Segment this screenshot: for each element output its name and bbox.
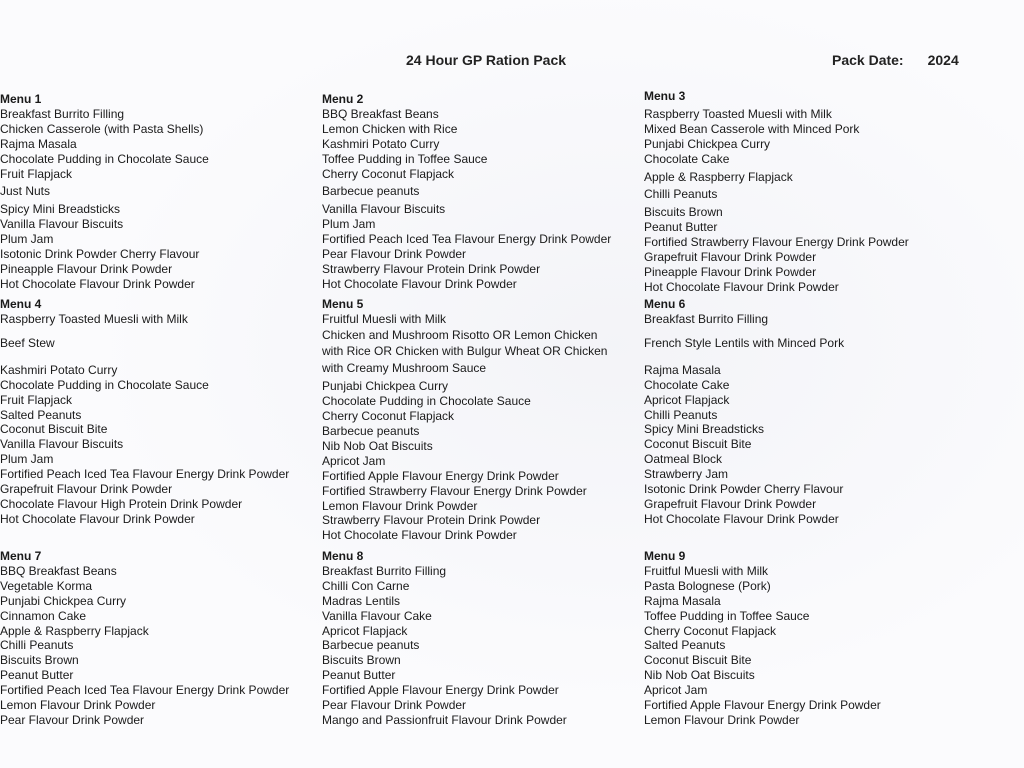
menu-item: Pineapple Flavour Drink Powder (0, 261, 173, 276)
menu-item: Chocolate Flavour High Protein Drink Powder (0, 496, 243, 511)
menu-item: Spicy Mini Breadsticks (0, 202, 121, 217)
menu-item: Lemon Chicken with Rice (322, 121, 458, 136)
menu-item: Grapefruit Flavour Drink Powder (644, 496, 817, 511)
menu-item: Chilli Con Carne (322, 578, 410, 593)
menu-item: Fruitful Muesli with Milk (322, 312, 447, 326)
menu-item: Chocolate Cake (644, 377, 730, 392)
menu-item: Biscuits Brown (0, 653, 79, 668)
menu-item: Pear Flavour Drink Powder (322, 247, 467, 262)
menu-item: Pasta Bolognese (Pork) (644, 578, 771, 593)
menu-item: Fortified Apple Flavour Energy Drink Powder (644, 698, 881, 713)
menu-item: Hot Chocolate Flavour Drink Powder (644, 511, 839, 526)
menu-title: Menu 7 (0, 549, 42, 563)
pack-date-label: Pack Date: (832, 52, 904, 68)
menu-item: Chilli Peanuts (0, 638, 74, 653)
menu-item: Raspberry Toasted Muesli with Milk (644, 107, 832, 121)
menu-item: Grapefruit Flavour Drink Powder (644, 250, 817, 265)
menu-item: Hot Chocolate Flavour Drink Powder (0, 276, 195, 291)
menu-item: Apricot Jam (644, 683, 708, 698)
menu-item: Mixed Bean Casserole with Minced Pork (644, 121, 860, 136)
menu-item: Isotonic Drink Powder Cherry Flavour (0, 247, 200, 262)
menu-item: Punjabi Chickpea Curry (0, 593, 127, 608)
menu-item: Hot Chocolate Flavour Drink Powder (644, 279, 839, 294)
menu-item: Rajma Masala (644, 593, 721, 608)
menu-8 (322, 549, 642, 728)
menu-item: Chocolate Pudding in Chocolate Sauce (0, 151, 209, 166)
menu-1 (0, 92, 320, 292)
pack-date-value: 2024 (927, 52, 959, 68)
menu-item: Punjabi Chickpea Curry (644, 136, 771, 151)
menu-item: Hot Chocolate Flavour Drink Powder (0, 511, 195, 526)
menu-item: Cherry Coconut Flapjack (322, 409, 455, 424)
menu-item: Cinnamon Cake (0, 608, 87, 623)
menu-item: French Style Lentils with Minced Pork (644, 335, 845, 350)
menu-item: Vanilla Flavour Cake (322, 608, 432, 623)
menu-item: Chocolate Pudding in Chocolate Sauce (322, 394, 531, 409)
menu-item: Plum Jam (0, 232, 54, 247)
menu-item: Hot Chocolate Flavour Drink Powder (322, 276, 517, 291)
menu-item: Peanut Butter (0, 668, 74, 683)
menu-item: Breakfast Burrito Filling (322, 564, 447, 578)
menu-item: Fortified Apple Flavour Energy Drink Powder (322, 468, 559, 483)
menu-item: Vegetable Korma (0, 578, 93, 593)
menu-item: Grapefruit Flavour Drink Powder (0, 482, 173, 497)
menu-item: Peanut Butter (322, 668, 396, 683)
menu-item: Apricot Jam (322, 453, 386, 468)
menu-item: Fortified Peach Iced Tea Flavour Energy Drink Powder (0, 467, 290, 482)
menu-item: BBQ Breakfast Beans (322, 107, 439, 121)
menu-item: Salted Peanuts (0, 407, 82, 422)
menu-item: Fortified Strawberry Flavour Energy Drink Powder (644, 235, 909, 250)
menu-title: Menu 5 (322, 297, 364, 311)
menu-item: Fruit Flapjack (0, 166, 73, 181)
menu-6 (644, 297, 964, 527)
menu-item: Fortified Peach Iced Tea Flavour Energy Drink Powder (0, 683, 290, 698)
menu-item: Raspberry Toasted Muesli with Milk (0, 312, 188, 326)
menu-item: Breakfast Burrito Filling (0, 107, 125, 121)
menu-item: Toffee Pudding in Toffee Sauce (322, 151, 488, 166)
page-title: 24 Hour GP Ration Pack (406, 52, 567, 68)
menu-item: Barbecue peanuts (322, 424, 420, 439)
menu-item: Fortified Strawberry Flavour Energy Drink Powder (322, 483, 587, 498)
menu-title: Menu 4 (0, 297, 42, 311)
menu-item: Rajma Masala (644, 362, 721, 377)
menu-item: Cherry Coconut Flapjack (322, 166, 455, 181)
menu-item: Barbecue peanuts (322, 184, 420, 199)
menu-item: Peanut Butter (644, 220, 718, 235)
menu-item: Chilli Peanuts (644, 187, 718, 202)
menu-item: Toffee Pudding in Toffee Sauce (644, 608, 810, 623)
menu-7 (0, 549, 320, 728)
menu-item: Fruit Flapjack (0, 392, 73, 407)
menu-item: Apricot Flapjack (322, 623, 408, 638)
menu-item: Rajma Masala (0, 136, 77, 151)
menu-item: Pear Flavour Drink Powder (322, 698, 467, 713)
menu-item: BBQ Breakfast Beans (0, 564, 117, 578)
menu-item: Apple & Raspberry Flapjack (644, 169, 793, 184)
menu-item: Kashmiri Potato Curry (322, 136, 440, 151)
menu-item: Pineapple Flavour Drink Powder (644, 264, 817, 279)
menu-9 (644, 549, 964, 728)
menu-item: Coconut Biscuit Bite (0, 422, 108, 437)
menu-title: Menu 1 (0, 92, 42, 106)
menu-item: Vanilla Flavour Biscuits (0, 437, 124, 452)
menu-2 (322, 92, 642, 292)
menu-item: Fortified Apple Flavour Energy Drink Powder (322, 683, 559, 698)
menu-title: Menu 2 (322, 92, 364, 106)
menu-item: Spicy Mini Breadsticks (644, 422, 765, 437)
menu-item: Chicken and Mushroom Risotto OR Lemon Chicken with Rice OR Chicken with Bulgur Wheat OR Chicken with Creamy Mushroom Sauce (322, 327, 608, 375)
menu-3 (644, 89, 964, 295)
menu-item: Beef Stew (0, 335, 55, 350)
menu-item: Coconut Biscuit Bite (644, 653, 752, 668)
menu-item: Nib Nob Oat Biscuits (322, 438, 433, 453)
menu-item: Salted Peanuts (644, 638, 726, 653)
menu-item: Apple & Raspberry Flapjack (0, 623, 149, 638)
menu-item: Fortified Peach Iced Tea Flavour Energy Drink Powder (322, 232, 612, 247)
menu-item: Chocolate Pudding in Chocolate Sauce (0, 377, 209, 392)
menu-item: Vanilla Flavour Biscuits (322, 202, 446, 217)
menu-title: Menu 8 (322, 549, 364, 563)
menu-title: Menu 9 (644, 549, 686, 563)
menu-item: Apricot Flapjack (644, 392, 730, 407)
menu-item: Madras Lentils (322, 593, 401, 608)
menu-item: Chilli Peanuts (644, 407, 718, 422)
menu-title: Menu 6 (644, 297, 686, 311)
menu-item: Punjabi Chickpea Curry (322, 379, 449, 394)
menu-item: Mango and Passionfruit Flavour Drink Powder (322, 712, 567, 727)
menu-item: Biscuits Brown (322, 653, 401, 668)
menu-item: Fruitful Muesli with Milk (644, 564, 769, 578)
menu-4 (0, 297, 320, 527)
menu-item: Plum Jam (0, 452, 54, 467)
menu-item: Chicken Casserole (with Pasta Shells) (0, 121, 204, 136)
menu-item: Lemon Flavour Drink Powder (322, 498, 478, 513)
menu-item: Barbecue peanuts (322, 638, 420, 653)
menu-item: Just Nuts (0, 184, 51, 199)
menu-item: Cherry Coconut Flapjack (644, 623, 777, 638)
menu-item: Nib Nob Oat Biscuits (644, 668, 755, 683)
menu-item: Coconut Biscuit Bite (644, 437, 752, 452)
menu-item: Chocolate Cake (644, 151, 730, 166)
menu-item: Plum Jam (322, 217, 376, 232)
menu-item: Lemon Flavour Drink Powder (0, 698, 156, 713)
menu-item: Strawberry Flavour Protein Drink Powder (322, 261, 541, 276)
menu-item: Kashmiri Potato Curry (0, 362, 118, 377)
menu-title: Menu 3 (644, 89, 686, 103)
pack-date (832, 52, 959, 68)
menu-item: Hot Chocolate Flavour Drink Powder (322, 528, 517, 543)
menu-item: Oatmeal Block (644, 452, 723, 467)
menu-item: Strawberry Jam (644, 467, 729, 482)
menu-item: Pear Flavour Drink Powder (0, 712, 145, 727)
menu-item: Strawberry Flavour Protein Drink Powder (322, 513, 541, 528)
menu-item: Vanilla Flavour Biscuits (0, 217, 124, 232)
menu-5 (322, 297, 642, 543)
menu-item: Isotonic Drink Powder Cherry Flavour (644, 482, 844, 497)
menu-item: Biscuits Brown (644, 205, 723, 220)
menu-item: Breakfast Burrito Filling (644, 312, 769, 326)
menu-item: Lemon Flavour Drink Powder (644, 712, 800, 727)
